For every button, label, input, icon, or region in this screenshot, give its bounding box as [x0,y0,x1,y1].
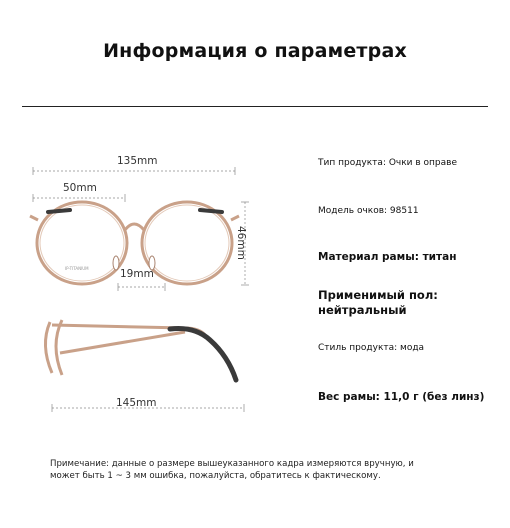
note-line2: может быть 1 ~ 3 мм ошибка, пожалуйста, обратитесь к фактическому. [50,471,381,481]
temple-tip-side [170,328,236,380]
note-line1: Примечание: данные о размере вышеуказанного кадра измеряются вручную, и [50,459,414,469]
spec-style: Стиль продукта: мода [318,343,425,353]
spec-material: Материал рамы: титан [318,251,457,263]
divider [22,106,488,107]
spec-gender-line2: нейтральный [318,303,407,317]
frame-marking: IP-TITANIUM [65,266,89,271]
spec-gender-line1: Применимый пол: [318,288,438,302]
dim-temple-length: 145mm [116,397,157,409]
page-title: Информация о параметрах [103,40,407,62]
spec-weight: Вес рамы: 11,0 г (без линз) [318,391,485,403]
dim-total-width: 135mm [117,155,158,167]
spec-model: Модель очков: 98511 [318,206,419,216]
spec-gender [318,288,438,318]
dim-bridge-width: 19mm [120,268,154,280]
measurement-note [50,458,470,482]
glasses-illustration [0,140,300,430]
spec-product-type: Тип продукта: Очки в оправе [318,158,458,168]
dim-lens-height: 46mm [235,226,247,260]
temple-tips [48,210,222,212]
dim-lens-width: 50mm [63,182,97,194]
